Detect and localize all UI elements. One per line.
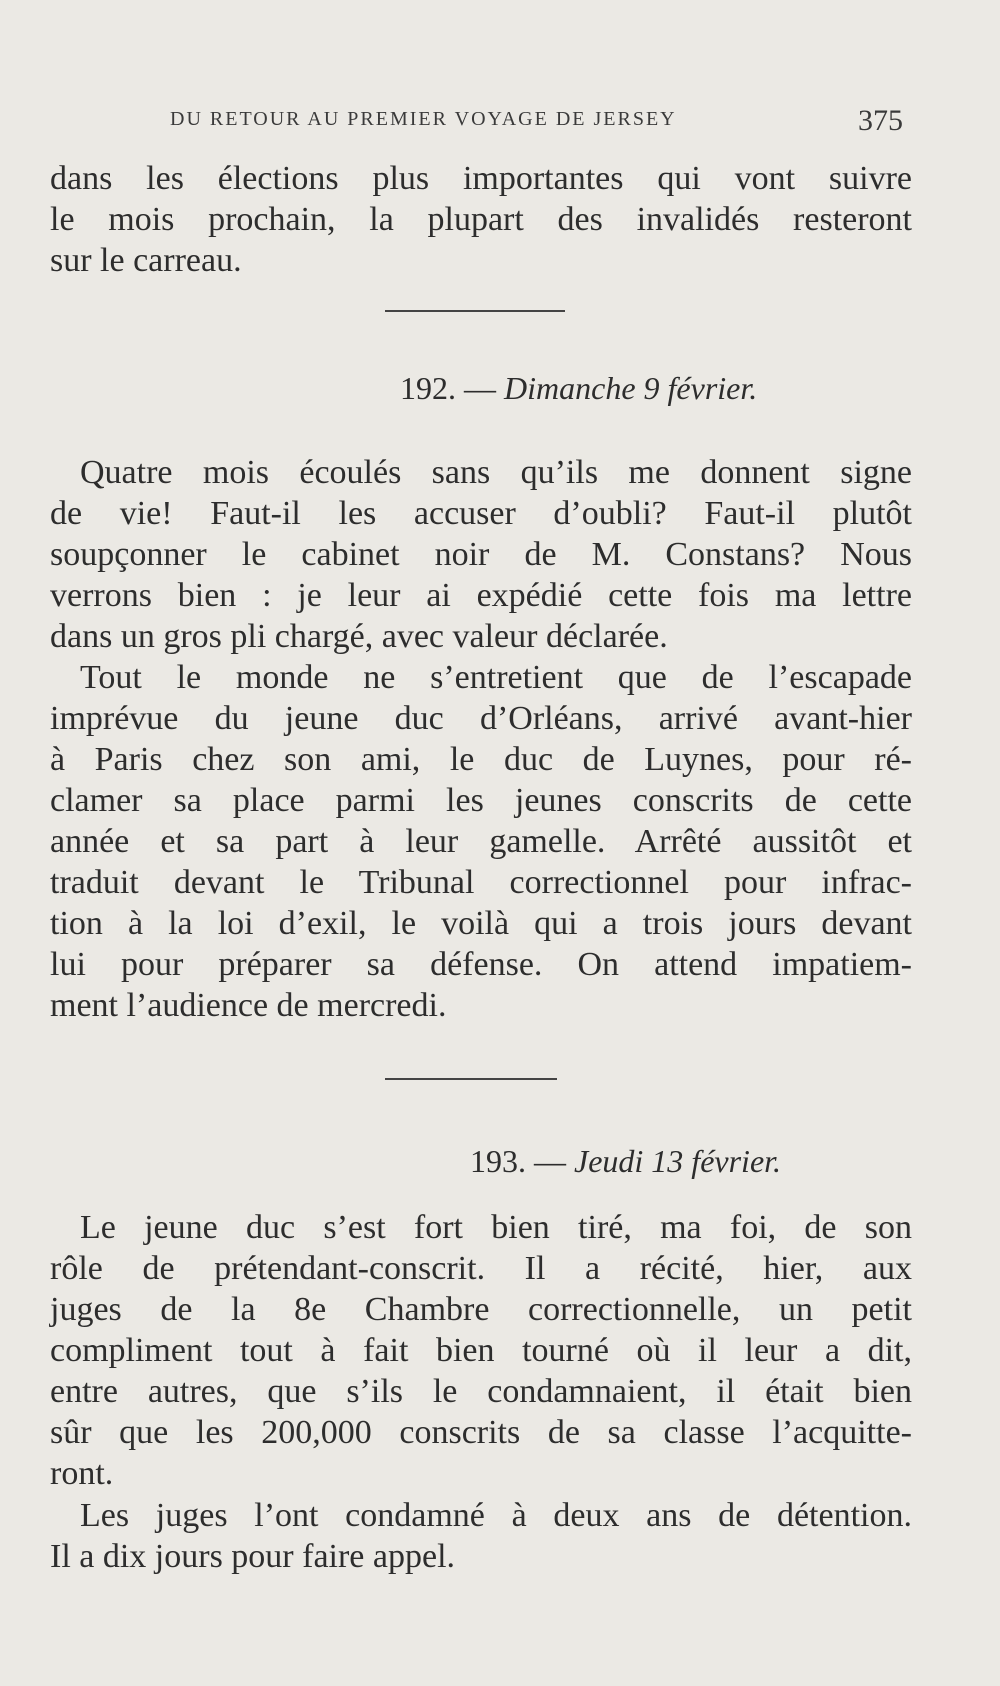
text-line: ment l’audience de mercredi. <box>50 987 447 1024</box>
text-line: lui pour préparer sa défense. On attend impatiem- <box>50 946 912 983</box>
entry-number: 192. <box>400 370 456 406</box>
entry-date: Jeudi 13 février. <box>574 1143 782 1179</box>
text-line: soupçonner le cabinet noir de M. Constans? Nous <box>50 536 912 573</box>
text-line: juges de la 8e Chambre correctionnelle, un petit <box>50 1291 912 1328</box>
continuation-paragraph <box>50 158 912 281</box>
text-line: à Paris chez son ami, le duc de Luynes, pour ré- <box>50 741 912 778</box>
entry-date: Dimanche 9 février. <box>504 370 758 406</box>
text-line: dans un gros pli chargé, avec valeur déclarée. <box>50 618 668 655</box>
text-line: le mois prochain, la plupart des invalidés resteront <box>50 201 912 238</box>
section-rule <box>385 1078 557 1080</box>
text-line: Tout le monde ne s’entretient que de l’escapade <box>80 659 912 696</box>
text-line: verrons bien : je leur ai expédié cette fois ma lettre <box>50 577 912 614</box>
text-line: de vie! Faut-il les accuser d’oubli? Faut-il plutôt <box>50 495 912 532</box>
text-line: année et sa part à leur gamelle. Arrêté aussitôt et <box>50 823 912 860</box>
entry-number: 193. <box>470 1143 526 1179</box>
text-line: traduit devant le Tribunal correctionnel pour infrac- <box>50 864 912 901</box>
text-line: imprévue du jeune duc d’Orléans, arrivé avant-hier <box>50 700 912 737</box>
entry-dash: — <box>464 370 496 406</box>
text-line: Les juges l’ont condamné à deux ans de détention. <box>80 1497 912 1534</box>
text-line: sûr que les 200,000 conscrits de sa classe l’acquitte- <box>50 1414 912 1451</box>
entry-heading-192 <box>400 370 757 407</box>
text-line: ront. <box>50 1455 114 1492</box>
text-line: Il a dix jours pour faire appel. <box>50 1538 456 1575</box>
entry-dash: — <box>534 1143 566 1179</box>
entry-193-paragraph-1 <box>50 1207 912 1494</box>
text-line: clamer sa place parmi les jeunes conscrits de cette <box>50 782 912 819</box>
running-title: DU RETOUR AU PREMIER VOYAGE DE JERSEY <box>170 108 677 130</box>
page-number: 375 <box>858 104 903 137</box>
text-line: rôle de prétendant-conscrit. Il a récité, hier, aux <box>50 1250 912 1287</box>
text-line: tion à la loi d’exil, le voilà qui a trois jours devant <box>50 905 912 942</box>
text-line: dans les élections plus importantes qui vont suivre <box>50 160 912 197</box>
entry-192-paragraph-2 <box>50 657 912 1026</box>
entry-heading-193 <box>470 1143 781 1180</box>
text-line: compliment tout à fait bien tourné où il leur a dit, <box>50 1332 912 1369</box>
text-line: Quatre mois écoulés sans qu’ils me donnent signe <box>80 454 912 491</box>
entry-192-paragraph-1 <box>50 452 912 657</box>
text-line: sur le carreau. <box>50 242 242 279</box>
entry-193-paragraph-2 <box>50 1495 912 1577</box>
text-line: entre autres, que s’ils le condamnaient, il était bien <box>50 1373 912 1410</box>
section-rule <box>385 310 565 312</box>
text-line: Le jeune duc s’est fort bien tiré, ma foi, de son <box>80 1209 912 1246</box>
